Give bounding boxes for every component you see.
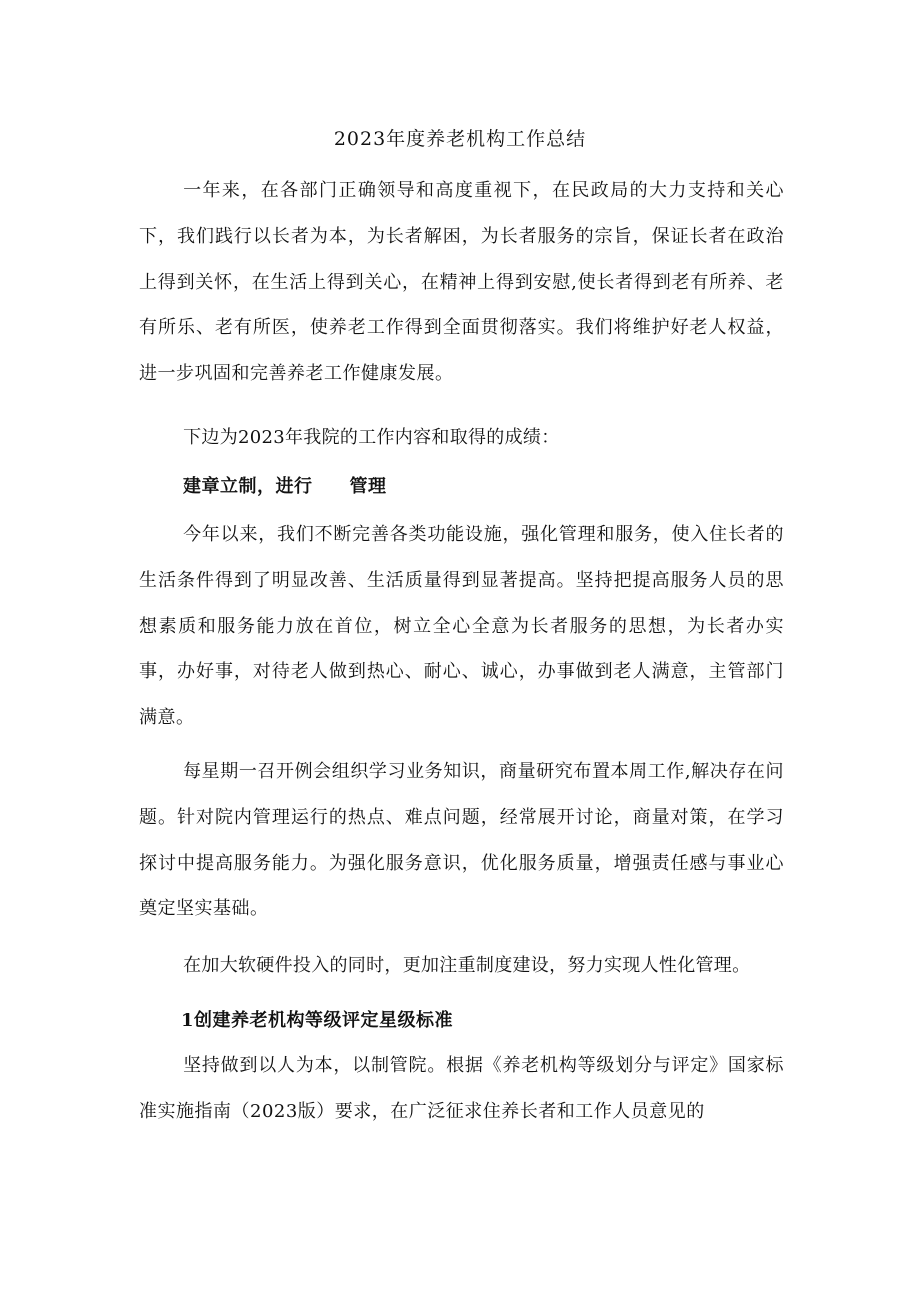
section-heading-rules: 建章立制，进行 管理: [183, 476, 387, 497]
body-paragraph-4: 坚持做到以人为本，以制管院。根据《养老机构等级划分与评定》国家标准实施指南（2023版）要求，在广泛征求住养长者和工作人员意见的: [139, 1055, 784, 1122]
document-title: 2023年度养老机构工作总结: [333, 128, 587, 150]
body-paragraph-2: 每星期一召开例会组织学习业务知识，商量研究布置本周工作,解决存在问题。针对院内管理运行的热点、难点问题，经常展开讨论，商量对策，在学习探讨中提高服务能力。为强化服务意识，优化服务质量，增强责任感与事业心奠定坚实基础。: [139, 761, 784, 920]
body-paragraph-3: 在加大软硬件投入的同时，更加注重制度建设，努力实现人性化管理。: [183, 955, 751, 976]
lead-paragraph: 下边为2023年我院的工作内容和取得的成绩：: [183, 427, 560, 448]
section-heading-star-rating: 1创建养老机构等级评定星级标准: [181, 1010, 454, 1031]
intro-paragraph: 一年来，在各部门正确领导和高度重视下，在民政局的大力支持和关心下，我们践行以长者为本，为长者解困，为长者服务的宗旨，保证长者在政治上得到关怀，在生活上得到关心，在精神上得到安慰,使长者得到老有所养、老有所乐、老有所医，使养老工作得到全面贯彻落实。我们将维护好老人权益，进一步巩固和完善养老工作健康发展。: [139, 180, 784, 385]
body-paragraph-1: 今年以来，我们不断完善各类功能设施，强化管理和服务，使入住长者的生活条件得到了明显改善、生活质量得到显著提高。坚持把提高服务人员的思想素质和服务能力放在首位，树立全心全意为长者服务的思想，为长者办实事，办好事，对待老人做到热心、耐心、诚心，办事做到老人满意，主管部门满意。: [139, 524, 784, 729]
